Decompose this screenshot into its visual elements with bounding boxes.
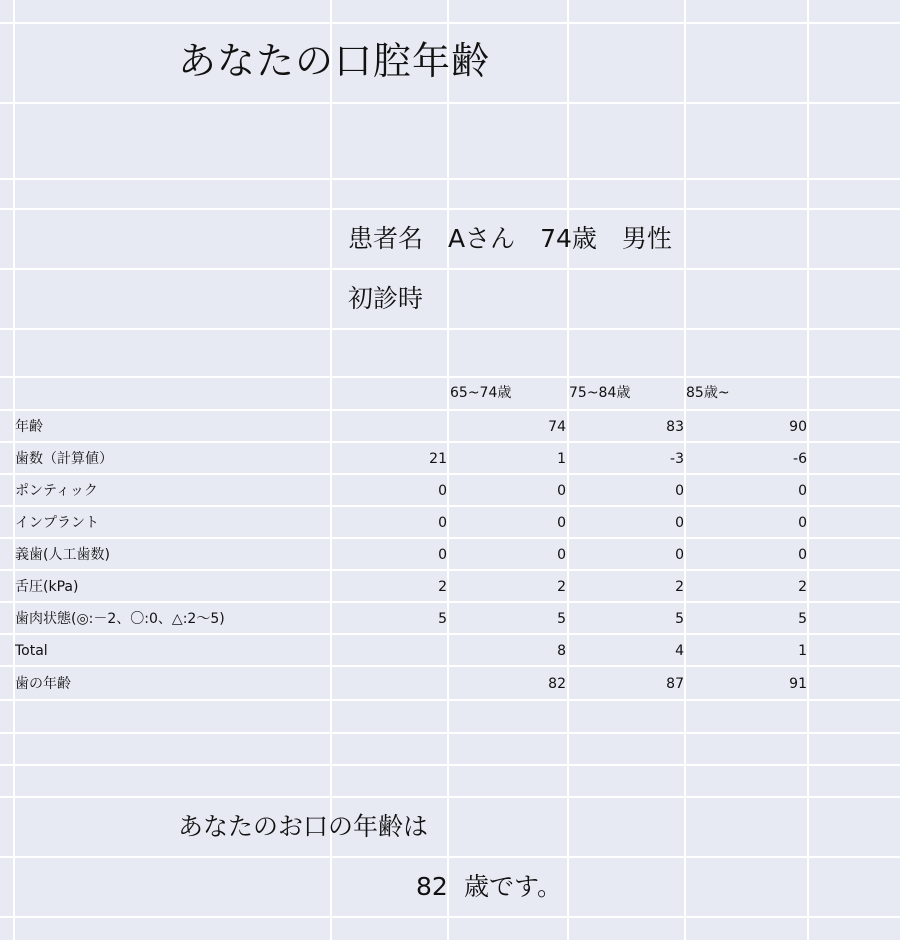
grid-column-line: [684, 0, 686, 940]
row-label-implant: インプラント: [15, 515, 99, 531]
grid-row-line: [0, 102, 900, 104]
table-cell: 1: [557, 451, 566, 467]
table-cell: 0: [557, 547, 566, 563]
table-cell: 21: [429, 451, 447, 467]
grid-column-line: [567, 0, 569, 940]
result-label: あなたのお口の年齢は: [178, 812, 429, 841]
grid-row-line: [0, 409, 900, 411]
grid-row-line: [0, 916, 900, 918]
row-label-denture: 義歯(人工歯数): [15, 547, 110, 563]
table-cell: 0: [798, 547, 807, 563]
table-cell: 0: [798, 515, 807, 531]
row-label-teeth-count: 歯数（計算値）: [15, 451, 113, 467]
table-cell: 90: [789, 419, 807, 435]
grid-row-line: [0, 601, 900, 603]
grid-column-line: [13, 0, 15, 940]
oral-age-unit: 歳です。: [464, 872, 563, 901]
grid-row-line: [0, 505, 900, 507]
oral-age-value: 82: [416, 872, 448, 901]
table-cell: 87: [666, 676, 684, 692]
table-cell: 91: [789, 676, 807, 692]
grid-row-line: [0, 633, 900, 635]
table-cell: 5: [675, 611, 684, 627]
grid-column-line: [330, 0, 332, 940]
grid-row-line: [0, 22, 900, 24]
grid-row-line: [0, 268, 900, 270]
table-cell: 0: [438, 547, 447, 563]
table-cell: 2: [438, 579, 447, 595]
table-cell: 0: [438, 483, 447, 499]
table-cell: 4: [675, 643, 684, 659]
row-label-age: 年齢: [15, 419, 43, 435]
grid-row-line: [0, 473, 900, 475]
column-header-65-74: 65~74歳: [450, 385, 512, 401]
table-cell: 0: [557, 483, 566, 499]
grid-row-line: [0, 665, 900, 667]
grid-row-line: [0, 569, 900, 571]
grid-row-line: [0, 208, 900, 210]
row-label-total: Total: [15, 643, 48, 659]
table-cell: 5: [798, 611, 807, 627]
page-title: あなたの口腔年齢: [178, 39, 491, 83]
table-cell: 83: [666, 419, 684, 435]
row-label-pontic: ポンティック: [15, 483, 98, 499]
grid-column-line: [807, 0, 809, 940]
column-header-75-84: 75~84歳: [569, 385, 631, 401]
table-cell: -3: [670, 451, 684, 467]
grid-row-line: [0, 441, 900, 443]
table-cell: 5: [438, 611, 447, 627]
row-label-tongue-pressure: 舌圧(kPa): [15, 579, 79, 595]
table-cell: 0: [675, 547, 684, 563]
table-cell: 8: [557, 643, 566, 659]
table-cell: 2: [675, 579, 684, 595]
row-label-tooth-age: 歯の年齢: [15, 676, 71, 692]
patient-info: 患者名 Aさん 74歳 男性: [348, 224, 672, 253]
grid-column-line: [447, 0, 449, 940]
grid-row-line: [0, 328, 900, 330]
table-cell: 1: [798, 643, 807, 659]
table-cell: 74: [548, 419, 566, 435]
table-cell: 0: [798, 483, 807, 499]
grid-row-line: [0, 178, 900, 180]
table-cell: 82: [548, 676, 566, 692]
grid-row-line: [0, 699, 900, 701]
table-cell: 0: [438, 515, 447, 531]
column-header-85-plus: 85歳~: [686, 385, 730, 401]
table-cell: -6: [793, 451, 807, 467]
grid-row-line: [0, 376, 900, 378]
table-cell: 5: [557, 611, 566, 627]
table-cell: 0: [675, 483, 684, 499]
table-cell: 2: [557, 579, 566, 595]
grid-row-line: [0, 732, 900, 734]
grid-row-line: [0, 796, 900, 798]
table-cell: 2: [798, 579, 807, 595]
grid-row-line: [0, 764, 900, 766]
visit-label: 初診時: [348, 284, 424, 313]
row-label-gum-condition: 歯肉状態(◎:－2、〇:0、△:2～5): [15, 611, 225, 627]
grid-row-line: [0, 537, 900, 539]
grid-row-line: [0, 856, 900, 858]
table-cell: 0: [675, 515, 684, 531]
table-cell: 0: [557, 515, 566, 531]
